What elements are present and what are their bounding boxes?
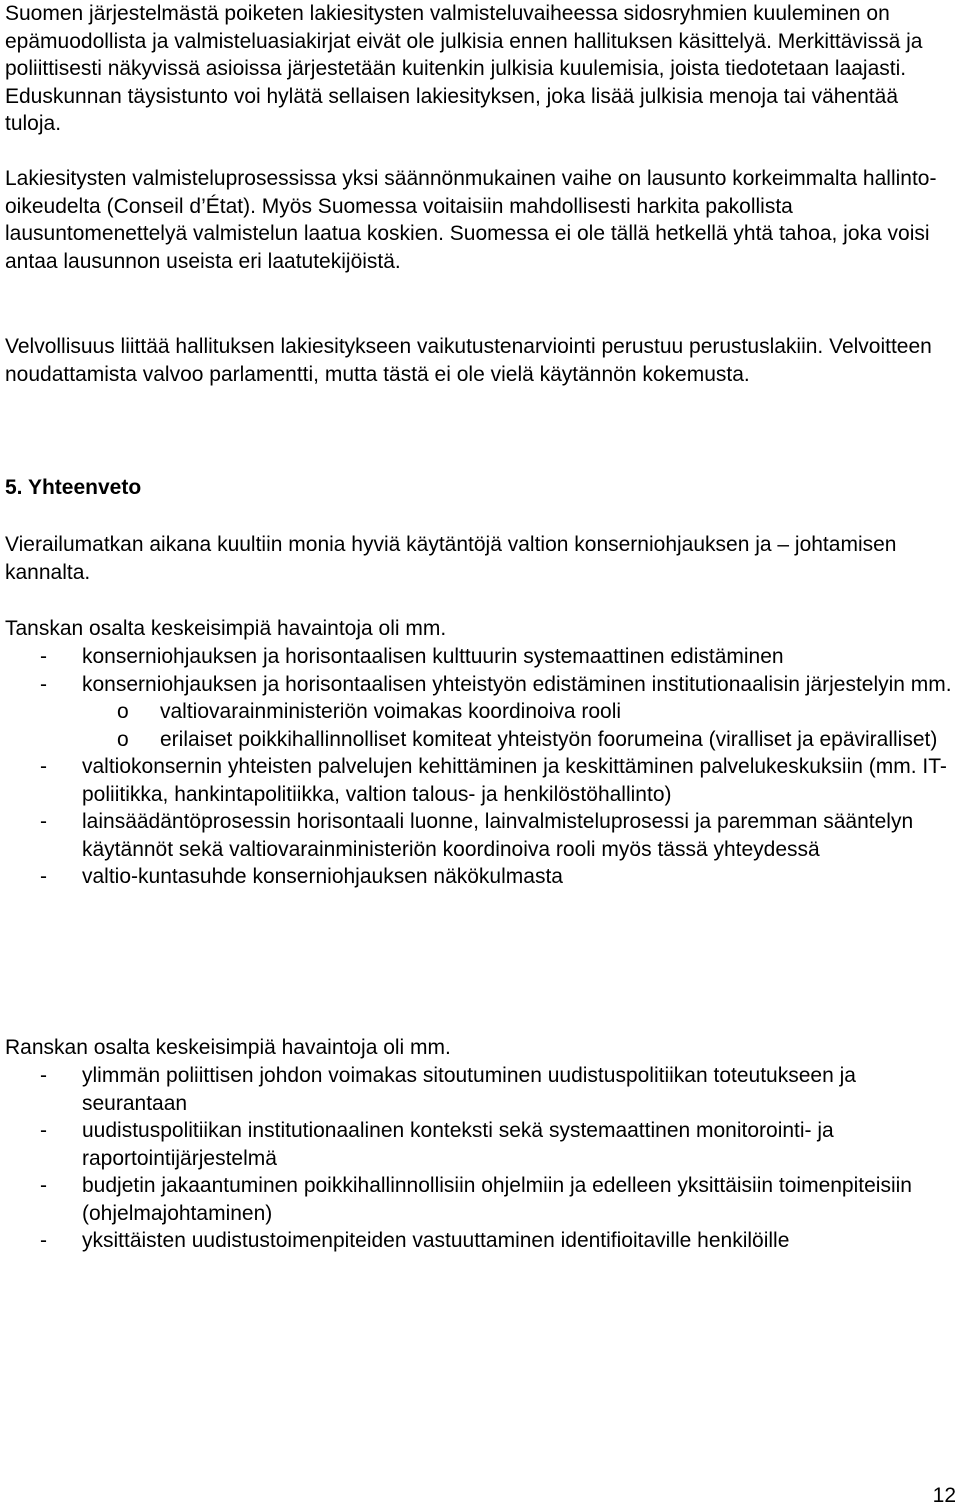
list-item-text: uudistuspolitiikan institutionaalinen konteksti sekä systemaattinen monitorointi- ja raportointijärjestelmä bbox=[82, 1119, 834, 1170]
page-number: 12 bbox=[932, 1484, 956, 1507]
france-intro: Ranskan osalta keskeisimpiä havaintoja oli mm. bbox=[5, 1036, 451, 1059]
list-item bbox=[5, 1062, 955, 1117]
list-item bbox=[5, 671, 955, 699]
list-marker: o bbox=[117, 700, 129, 723]
list-item-text: budjetin jakaantuminen poikkihallinnollisiin ohjelmiin ja edelleen yksittäisiin toimenpiteisiin (ohjelmajohtaminen) bbox=[82, 1174, 912, 1225]
list-item-text: lainsäädäntöprosessin horisontaali luonne, lainvalmisteluprosessi ja paremman sääntelyn käytännöt sekä valtiovarainministeriön koordinoiva rooli myös tässä yhteydessä bbox=[82, 810, 914, 861]
section-heading: 5. Yhteenveto bbox=[5, 476, 142, 499]
list-marker: - bbox=[40, 755, 47, 778]
denmark-intro: Tanskan osalta keskeisimpiä havaintoja oli mm. bbox=[5, 617, 447, 640]
list-subitem bbox=[5, 726, 955, 754]
list-item-text: ylimmän poliittisen johdon voimakas sitoutuminen uudistuspolitiikan toteutukseen ja seurantaan bbox=[82, 1064, 856, 1115]
list-item bbox=[5, 753, 955, 808]
list-marker: - bbox=[40, 1174, 47, 1197]
list-item bbox=[5, 1172, 955, 1227]
list-marker: - bbox=[40, 1229, 47, 1252]
list-marker: - bbox=[40, 672, 47, 696]
list-item-text: valtiovarainministeriön voimakas koordinoiva rooli bbox=[160, 700, 622, 723]
list-marker: - bbox=[40, 1119, 47, 1142]
intro-paragraph-1: Suomen järjestelmästä poiketen lakiesitysten valmisteluvaiheessa sidosryhmien kuuleminen on epämuodollista ja valmisteluasiakirjat eivät ole julkisia ennen hallituksen käsittelyä. Merkittävissä ja poliittisesti näkyvissä asioissa järjestetään kuitenkin julkisia kuulemisia, joista tiedotetaan laajasti. Eduskunnan täysistunto voi hylätä sellaisen lakiesityksen, joka lisää julkisia menoja tai vähentää tuloja. bbox=[5, 2, 923, 135]
list-item-text: valtio-kuntasuhde konserniohjauksen näkökulmasta bbox=[82, 865, 563, 888]
france-list bbox=[5, 1062, 955, 1255]
denmark-list bbox=[5, 643, 955, 891]
intro-paragraph-2: Lakiesitysten valmisteluprosessissa yksi säännönmukainen vaihe on lausunto korkeimmalta hallinto-oikeudelta (Conseil d’État). Myös Suomessa voitaisiin mahdollisesti harkita pakollista lausuntomenettelyä valmistelun laatua koskien. Suomessa ei ole tällä hetkellä yhtä tahoa, joka voisi antaa lausunnon useista eri laatutekijöistä. bbox=[5, 167, 937, 273]
list-item bbox=[5, 808, 955, 863]
intro-paragraph-3: Velvollisuus liittää hallituksen lakiesitykseen vaikutustenarviointi perustuu perustuslakiin. Velvoitteen noudattamista valvoo parlamentti, mutta tästä ei ole vielä käytännön kokemusta. bbox=[5, 335, 932, 386]
list-marker: - bbox=[40, 810, 47, 833]
list-item bbox=[5, 643, 955, 671]
list-item bbox=[5, 863, 955, 891]
list-item-text: konserniohjauksen ja horisontaalisen yhteistyön edistäminen institutionaalisin järjestelyin mm. bbox=[82, 672, 952, 696]
list-item-text: yksittäisten uudistustoimenpiteiden vastuuttaminen identifioitaville henkilöille bbox=[82, 1229, 790, 1252]
list-marker: - bbox=[40, 645, 47, 668]
list-marker: o bbox=[117, 727, 129, 751]
list-subitem bbox=[5, 698, 955, 726]
list-marker: - bbox=[40, 865, 47, 888]
list-item bbox=[5, 1117, 955, 1172]
summary-paragraph: Vierailumatkan aikana kuultiin monia hyviä käytäntöjä valtion konserniohjauksen ja – johtamisen kannalta. bbox=[5, 533, 897, 584]
list-item-text: konserniohjauksen ja horisontaalisen kulttuurin systemaattinen edistäminen bbox=[82, 645, 784, 668]
list-item-text: erilaiset poikkihallinnolliset komiteat yhteistyön foorumeina (viralliset ja epäviralliset) bbox=[160, 727, 938, 751]
list-item bbox=[5, 1227, 955, 1255]
list-marker: - bbox=[40, 1064, 47, 1087]
list-item-text: valtiokonsernin yhteisten palvelujen kehittäminen ja keskittäminen palvelukeskuksiin (mm. IT-poliitikka, hankintapolitiikka, valtion talous- ja henkilöstöhallinto) bbox=[82, 755, 947, 806]
